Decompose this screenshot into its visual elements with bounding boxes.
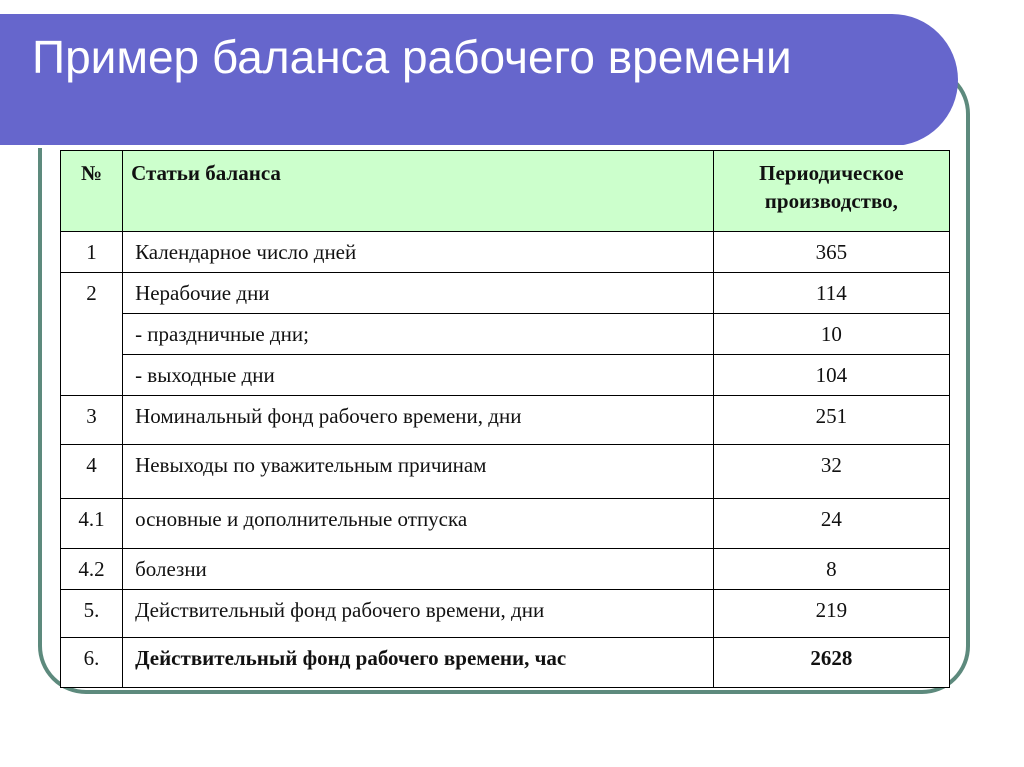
row-num: 4.2 xyxy=(61,549,123,590)
title-band xyxy=(0,14,958,146)
table-row xyxy=(61,499,950,549)
header-value: Периодическое производство, xyxy=(713,151,949,232)
table-row xyxy=(61,590,950,638)
row-num: 4 xyxy=(61,445,123,499)
row-value: 219 xyxy=(713,590,949,638)
row-value: 24 xyxy=(713,499,949,549)
table-row xyxy=(61,638,950,688)
row-num: 4.1 xyxy=(61,499,123,549)
row-value: 10 xyxy=(713,314,949,355)
row-value: 8 xyxy=(713,549,949,590)
header-item: Статьи баланса xyxy=(123,151,714,232)
table-row xyxy=(61,396,950,445)
table-header-row xyxy=(61,151,950,232)
table-row xyxy=(61,445,950,499)
row-num: 3 xyxy=(61,396,123,445)
row-value: 251 xyxy=(713,396,949,445)
row-item: Номинальный фонд рабочего времени, дни xyxy=(123,396,714,445)
row-value: 104 xyxy=(713,355,949,396)
row-item: основные и дополнительные отпуска xyxy=(123,499,714,549)
title-underline xyxy=(0,145,910,148)
table-row xyxy=(61,273,950,314)
row-item: Действительный фонд рабочего времени, час xyxy=(123,638,714,688)
row-item: Календарное число дней xyxy=(123,232,714,273)
table-row xyxy=(61,355,950,396)
row-item: Невыходы по уважительным причинам xyxy=(123,445,714,499)
row-value: 114 xyxy=(713,273,949,314)
row-num: 6. xyxy=(61,638,123,688)
row-num: 2 xyxy=(61,273,123,396)
table-row xyxy=(61,314,950,355)
balance-table xyxy=(60,150,950,688)
row-item: Нерабочие дни xyxy=(123,273,714,314)
row-item: Действительный фонд рабочего времени, дни xyxy=(123,590,714,638)
row-num: 1 xyxy=(61,232,123,273)
header-num: № xyxy=(61,151,123,232)
row-value: 32 xyxy=(713,445,949,499)
row-item: - праздничные дни; xyxy=(123,314,714,355)
row-item: - выходные дни xyxy=(123,355,714,396)
row-num: 5. xyxy=(61,590,123,638)
slide-title: Пример баланса рабочего времени xyxy=(32,31,792,83)
row-value: 2628 xyxy=(713,638,949,688)
row-value: 365 xyxy=(713,232,949,273)
row-item: болезни xyxy=(123,549,714,590)
table-row xyxy=(61,232,950,273)
table-row xyxy=(61,549,950,590)
